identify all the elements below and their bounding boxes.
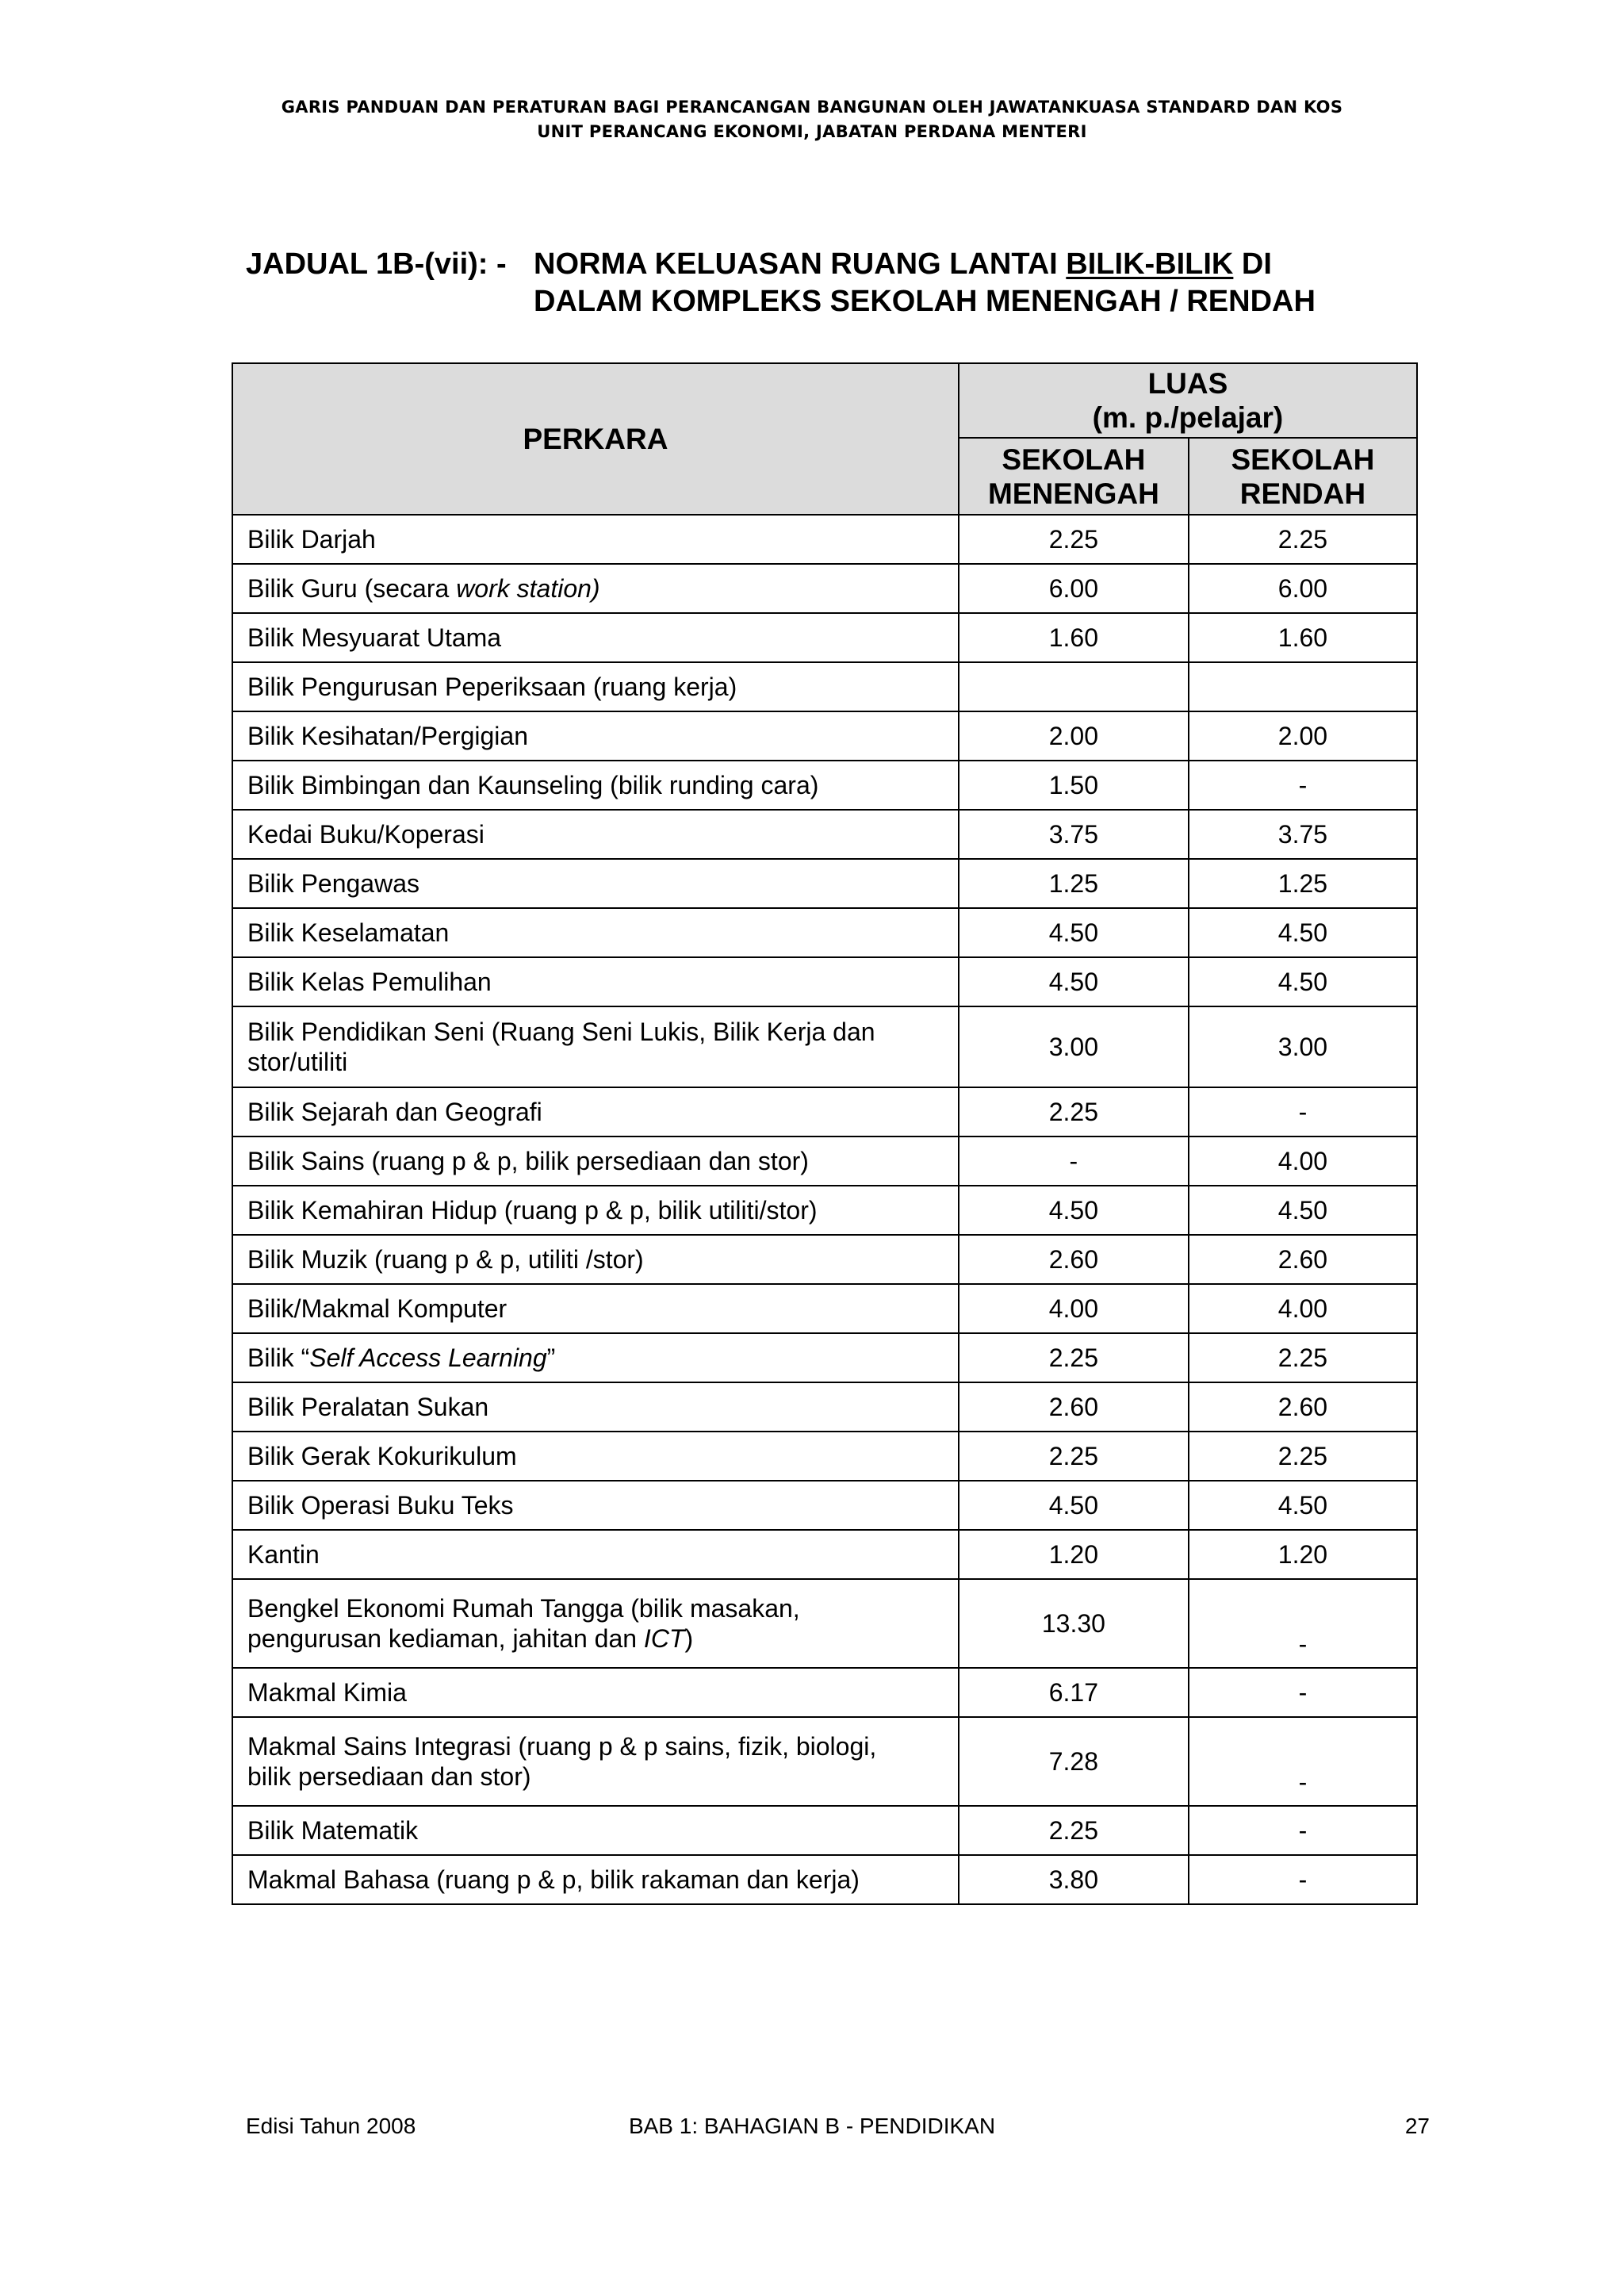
table-row — [232, 957, 1417, 1006]
table-row — [232, 1717, 1417, 1806]
menengah-line-1: SEKOLAH — [1002, 443, 1146, 476]
row-item-italic: Self Access Learning — [309, 1343, 547, 1372]
col-menengah-header — [959, 438, 1189, 515]
table-row — [232, 761, 1417, 810]
table-row — [232, 859, 1417, 908]
row-item: Bilik Pengurusan Peperiksaan (ruang kerja) — [232, 662, 959, 711]
header-line-1: GARIS PANDUAN DAN PERATURAN BAGI PERANCANGAN BANGUNAN OLEH JAWATANKUASA STANDARD DAN KOS — [281, 98, 1343, 117]
row-item-line-1: Bengkel Ekonomi Rumah Tangga (bilik masakan, — [247, 1594, 800, 1623]
row-item — [232, 1333, 959, 1382]
row-rendah: 2.60 — [1189, 1382, 1417, 1432]
row-item: Bilik Sejarah dan Geografi — [232, 1087, 959, 1137]
table-row — [232, 1530, 1417, 1579]
row-item: Kedai Buku/Koperasi — [232, 810, 959, 859]
row-rendah: - — [1189, 761, 1417, 810]
page-header — [0, 95, 1624, 144]
table-row — [232, 1668, 1417, 1717]
col-perkara-header: PERKARA — [232, 363, 959, 515]
row-rendah: - — [1189, 1087, 1417, 1137]
row-menengah: 3.80 — [959, 1855, 1189, 1904]
luas-unit: (m. p./pelajar) — [1092, 401, 1284, 434]
row-item: Kantin — [232, 1530, 959, 1579]
row-item-text: Bilik “ — [247, 1343, 310, 1372]
row-rendah: 4.50 — [1189, 1186, 1417, 1235]
footer-edition: Edisi Tahun 2008 — [246, 2114, 416, 2138]
luas-title: LUAS — [1147, 367, 1228, 400]
row-menengah: 4.50 — [959, 1481, 1189, 1530]
row-item: Bilik Keselamatan — [232, 908, 959, 957]
table-row — [232, 1087, 1417, 1137]
rendah-line-2: RENDAH — [1239, 477, 1366, 510]
row-rendah: 4.00 — [1189, 1284, 1417, 1333]
row-rendah: 6.00 — [1189, 564, 1417, 613]
row-item: Bilik Bimbingan dan Kaunseling (bilik runding cara) — [232, 761, 959, 810]
row-rendah: 1.20 — [1189, 1530, 1417, 1579]
row-menengah: 2.25 — [959, 1087, 1189, 1137]
row-menengah: - — [959, 1137, 1189, 1186]
row-rendah: 2.25 — [1189, 515, 1417, 564]
row-menengah: 6.00 — [959, 564, 1189, 613]
row-item-text-end: ) — [684, 1624, 694, 1653]
row-rendah: 1.25 — [1189, 859, 1417, 908]
row-menengah: 2.25 — [959, 1333, 1189, 1382]
row-item-italic: ICT — [643, 1624, 685, 1653]
menengah-line-2: MENENGAH — [987, 477, 1159, 510]
table-row — [232, 1432, 1417, 1481]
row-menengah: 4.00 — [959, 1284, 1189, 1333]
row-rendah: 3.75 — [1189, 810, 1417, 859]
row-rendah: - — [1189, 1806, 1417, 1855]
row-item: Bilik Gerak Kokurikulum — [232, 1432, 959, 1481]
row-item: Makmal Kimia — [232, 1668, 959, 1717]
table-row — [232, 1382, 1417, 1432]
table-row — [232, 662, 1417, 711]
table-row — [232, 1855, 1417, 1904]
row-menengah: 1.20 — [959, 1530, 1189, 1579]
row-item: Bilik Sains (ruang p & p, bilik persediaan dan stor) — [232, 1137, 959, 1186]
row-item: Bilik Pengawas — [232, 859, 959, 908]
table-row — [232, 564, 1417, 613]
row-item: Bilik Kemahiran Hidup (ruang p & p, bilik utiliti/stor) — [232, 1186, 959, 1235]
table-row — [232, 1284, 1417, 1333]
row-rendah: 2.00 — [1189, 711, 1417, 761]
row-item: Bilik Matematik — [232, 1806, 959, 1855]
table-row — [232, 908, 1417, 957]
row-menengah: 2.00 — [959, 711, 1189, 761]
title-line-1 — [534, 246, 1272, 283]
row-rendah: - — [1189, 1668, 1417, 1717]
row-menengah: 2.60 — [959, 1235, 1189, 1284]
table-row — [232, 613, 1417, 662]
row-item: Bilik Darjah — [232, 515, 959, 564]
row-item — [232, 1006, 959, 1087]
row-rendah: 2.60 — [1189, 1235, 1417, 1284]
row-item: Makmal Bahasa (ruang p & p, bilik rakaman dan kerja) — [232, 1855, 959, 1904]
row-item-text-end: ” — [546, 1343, 556, 1372]
col-rendah-header — [1189, 438, 1417, 515]
title-text-a: NORMA KELUASAN RUANG LANTAI — [534, 247, 1067, 281]
row-item-line-1: Bilik Pendidikan Seni (Ruang Seni Lukis, Bilik Kerja dan — [247, 1018, 875, 1046]
row-menengah: 2.25 — [959, 515, 1189, 564]
row-menengah: 1.60 — [959, 613, 1189, 662]
row-item: Bilik Peralatan Sukan — [232, 1382, 959, 1432]
row-menengah: 2.25 — [959, 1806, 1189, 1855]
row-item: Bilik Muzik (ruang p & p, utiliti /stor) — [232, 1235, 959, 1284]
rendah-line-1: SEKOLAH — [1231, 443, 1375, 476]
row-item-line-1: Makmal Sains Integrasi (ruang p & p sains, fizik, biologi, — [247, 1732, 877, 1761]
table-row — [232, 1006, 1417, 1087]
row-menengah: 1.25 — [959, 859, 1189, 908]
row-item-text: Bilik Guru (secara — [247, 574, 457, 603]
row-menengah: 6.17 — [959, 1668, 1189, 1717]
table-row — [232, 1806, 1417, 1855]
table-row — [232, 1333, 1417, 1382]
col-luas-header — [959, 363, 1417, 438]
row-menengah: 3.00 — [959, 1006, 1189, 1087]
table-row — [232, 1235, 1417, 1284]
title-line-2: DALAM KOMPLEKS SEKOLAH MENENGAH / RENDAH — [534, 285, 1316, 318]
table-row — [232, 1481, 1417, 1530]
row-item-text: pengurusan kediaman, jahitan dan — [247, 1624, 644, 1653]
row-menengah: 3.75 — [959, 810, 1189, 859]
row-rendah: - — [1189, 1855, 1417, 1904]
row-item — [232, 1717, 959, 1806]
row-menengah: 1.50 — [959, 761, 1189, 810]
row-rendah: 3.00 — [1189, 1006, 1417, 1087]
title-underlined-text: BILIK-BILIK — [1066, 247, 1234, 281]
row-menengah: 13.30 — [959, 1579, 1189, 1668]
row-rendah: 1.60 — [1189, 613, 1417, 662]
table-row — [232, 810, 1417, 859]
row-item: Bilik Kesihatan/Pergigian — [232, 711, 959, 761]
row-item: Bilik Operasi Buku Teks — [232, 1481, 959, 1530]
row-item — [232, 1579, 959, 1668]
row-rendah: 2.25 — [1189, 1333, 1417, 1382]
table-row — [232, 1186, 1417, 1235]
row-item — [232, 564, 959, 613]
table-label: JADUAL 1B-(vii): - — [246, 247, 507, 281]
row-item: Bilik Kelas Pemulihan — [232, 957, 959, 1006]
row-item-italic: work station) — [456, 574, 600, 603]
row-menengah: 2.25 — [959, 1432, 1189, 1481]
row-rendah — [1189, 662, 1417, 711]
table-row — [232, 1137, 1417, 1186]
row-item: Bilik Mesyuarat Utama — [232, 613, 959, 662]
row-item-line-2 — [247, 1623, 944, 1654]
table-row — [232, 711, 1417, 761]
row-menengah: 4.50 — [959, 1186, 1189, 1235]
row-item-line-2: stor/utiliti — [247, 1048, 348, 1076]
title-text-b: DI — [1233, 247, 1272, 281]
row-rendah: 4.50 — [1189, 1481, 1417, 1530]
row-menengah — [959, 662, 1189, 711]
page-number: 27 — [1404, 2114, 1430, 2138]
row-rendah: - — [1189, 1579, 1417, 1668]
table-row — [232, 1579, 1417, 1668]
row-rendah: 4.50 — [1189, 957, 1417, 1006]
row-rendah: 4.00 — [1189, 1137, 1417, 1186]
row-menengah: 4.50 — [959, 908, 1189, 957]
row-menengah: 4.50 — [959, 957, 1189, 1006]
floor-area-table — [232, 362, 1418, 1905]
row-rendah: 2.25 — [1189, 1432, 1417, 1481]
header-line-2: UNIT PERANCANG EKONOMI, JABATAN PERDANA MENTERI — [537, 122, 1087, 141]
row-item: Bilik/Makmal Komputer — [232, 1284, 959, 1333]
row-item-line-2: bilik persediaan dan stor) — [247, 1762, 531, 1791]
row-rendah: - — [1189, 1717, 1417, 1806]
footer-chapter: BAB 1: BAHAGIAN B - PENDIDIKAN — [628, 2114, 996, 2138]
table-row — [232, 515, 1417, 564]
row-menengah: 2.60 — [959, 1382, 1189, 1432]
row-rendah: 4.50 — [1189, 908, 1417, 957]
row-menengah: 7.28 — [959, 1717, 1189, 1806]
